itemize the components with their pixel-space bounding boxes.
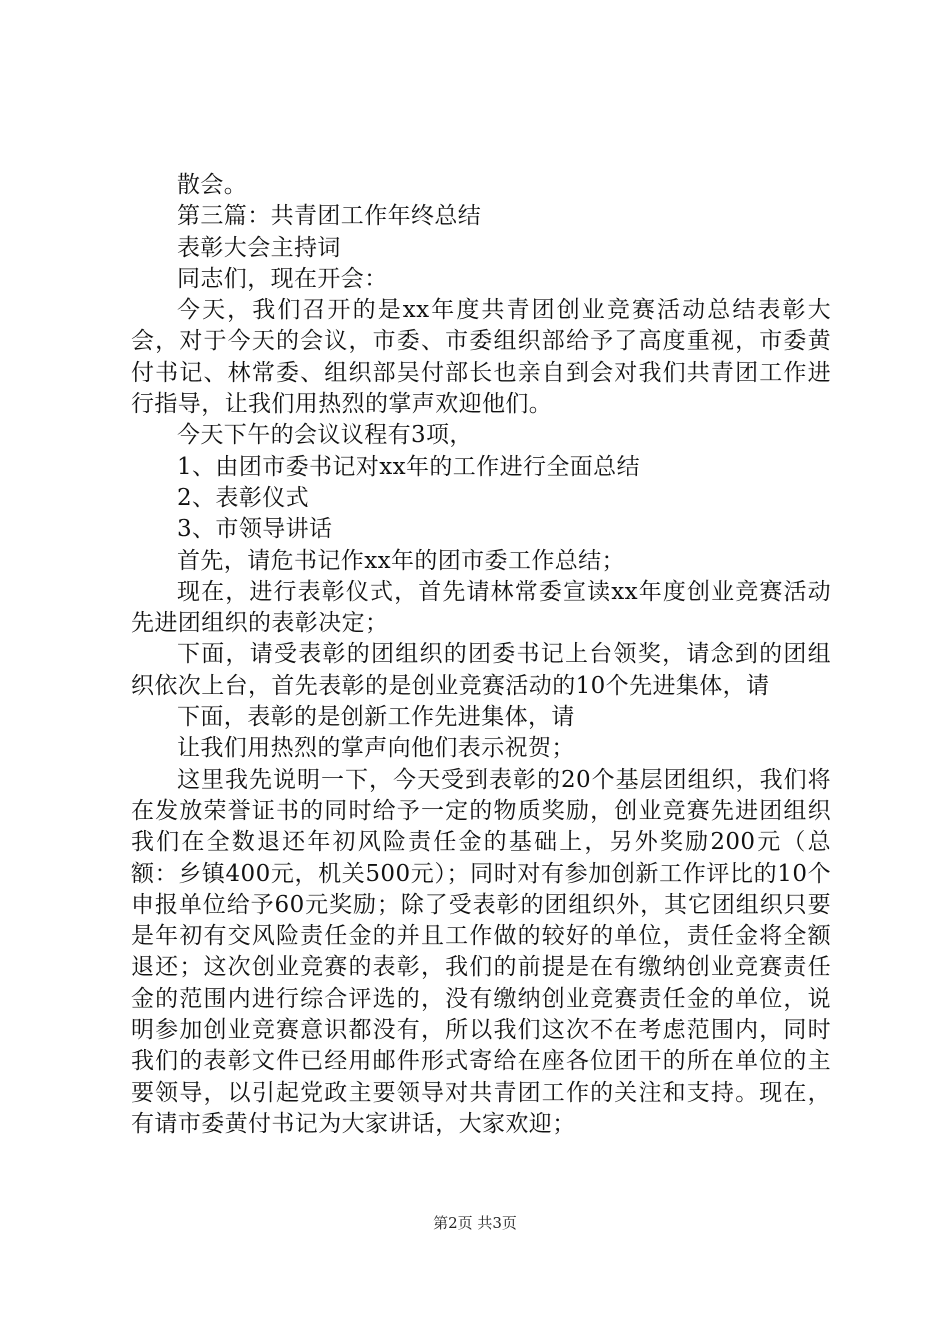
paragraph-opening: 同志们，现在开会：	[177, 265, 388, 292]
paragraph-award-collective: 下面，请受表彰的团组织的团委书记上台领奖，请念到的团组织依次上台，首先表彰的是创业竞赛活动的10个先进集体，请	[131, 641, 831, 699]
paragraph-award-innovation: 下面，表彰的是创新工作先进集体，请	[177, 704, 575, 731]
agenda-item: 1、由团市委书记对xx年的工作进行全面总结	[177, 453, 640, 480]
agenda-item: 2、表彰仪式	[177, 484, 310, 511]
document-body	[131, 170, 831, 1140]
page-number: 第2页 共3页	[433, 1214, 517, 1232]
paragraph-work-summary: 首先，请危书记作xx年的团市委工作总结；	[177, 547, 625, 574]
section-heading: 第三篇：共青团工作年终总结	[177, 203, 482, 230]
paragraph-explanation: 这里我先说明一下，今天受到表彰的20个基层团组织，我们将在发放荣誉证书的同时给予一定的物质奖励，创业竞赛先进团组织我们在全数退还年初风险责任金的基础上，另外奖励200元（总额：乡镇400元，机关500元）；同时对有参加创新工作评比的10个申报单位给予60元奖励；除了受表彰的团组织外，其它团组织只要是年初有交风险责任金的并且工作做的较好的单位，责任金将全额退还；这次创业竞赛的表彰，我们的前提是在有缴纳创业竞赛责任金的范围内进行综合评选的，没有缴纳创业竞赛责任金的单位，说明参加创业竞赛意识都没有，所以我们这次不在考虑范围内，同时我们的表彰文件已经用邮件形式寄给在座各位团干的所在单位的主要领导，以引起党政主要领导对共青团工作的关注和支持。现在，有请市委黄付书记为大家讲话，大家欢迎；	[131, 766, 831, 1137]
paragraph-commendation: 现在，进行表彰仪式，首先请林常委宣读xx年度创业竞赛活动先进团组织的表彰决定；	[131, 578, 831, 637]
document-title: 表彰大会主持词	[177, 234, 341, 261]
paragraph-introduction: 今天，我们召开的是xx年度共青团创业竞赛活动总结表彰大会，对于今天的会议，市委、市委组织部给予了高度重视，市委黄付书记、林常委、组织部吴付部长也亲自到会对我们共青团工作进行指导，让我们用热烈的掌声欢迎他们。	[131, 297, 831, 418]
paragraph-applause: 让我们用热烈的掌声向他们表示祝贺；	[177, 735, 575, 762]
paragraph-adjourn: 散会。	[177, 172, 248, 198]
agenda-item: 3、市领导讲话	[177, 516, 333, 543]
paragraph-agenda-intro: 今天下午的会议议程有3项，	[177, 422, 473, 449]
